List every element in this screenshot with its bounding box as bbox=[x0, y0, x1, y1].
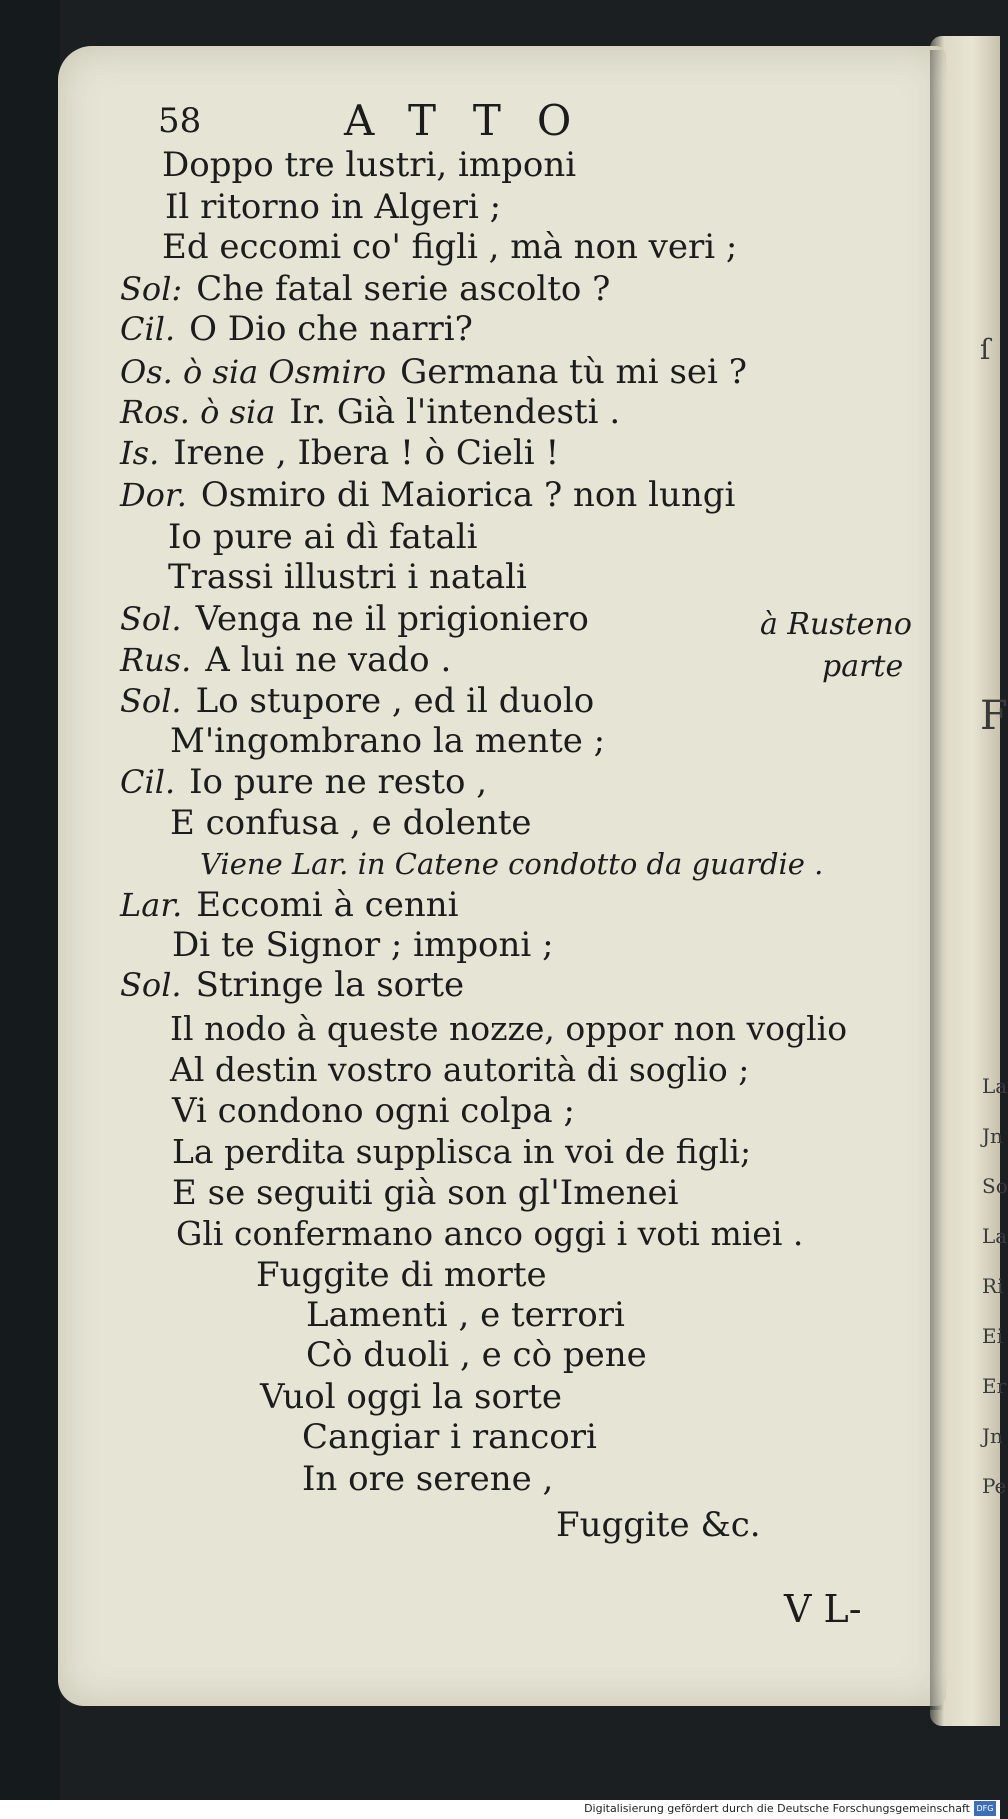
verse-line: Ed eccomi co' figli , mà non veri ; bbox=[162, 227, 738, 267]
verse-line: E confusa , e dolente bbox=[170, 803, 532, 843]
speaker-label: Rus. bbox=[120, 641, 192, 679]
stage-direction: parte bbox=[822, 649, 904, 684]
verse-line: Io pure ai dì fatali bbox=[168, 517, 478, 557]
bleed-glyph: Pe bbox=[982, 1474, 1007, 1498]
bleed-glyph: F bbox=[980, 693, 1008, 739]
speaker-label: Is. bbox=[120, 434, 160, 472]
verse-line: Gli confermano anco oggi i voti miei . bbox=[176, 1214, 804, 1253]
page-number: 58 bbox=[158, 101, 202, 141]
speaker-label: Ros. ò sia bbox=[120, 393, 276, 431]
verse-line: Doppo tre lustri, imponi bbox=[162, 145, 577, 185]
verse-line: Fuggite di morte bbox=[256, 1255, 547, 1295]
verse-line: Il nodo à queste nozze, oppor non voglio bbox=[170, 1009, 848, 1048]
verse-line: Al destin vostro autorità di soglio ; bbox=[170, 1050, 750, 1089]
stage-direction: Viene Lar. in Catene condotto da guardie . bbox=[200, 847, 824, 881]
bleed-glyph: Jn bbox=[982, 1424, 1003, 1448]
speaker-label: Dor. bbox=[120, 476, 187, 514]
speaker-label: Sol: bbox=[120, 270, 183, 308]
verse-line: Il ritorno in Algeri ; bbox=[165, 187, 502, 227]
verse-line: E se seguiti già son gl'Imenei bbox=[172, 1173, 679, 1213]
bleed-glyph: So bbox=[982, 1174, 1008, 1198]
bleed-glyph: La bbox=[982, 1224, 1008, 1248]
bleed-glyph: Ei bbox=[982, 1324, 1003, 1348]
verse-line: Sol. Lo stupore , ed il duolo bbox=[120, 681, 595, 721]
verse-line: Rus. A lui ne vado . bbox=[120, 640, 452, 680]
speaker-label: Os. ò sia Osmiro bbox=[120, 353, 387, 391]
verse-line: Cil. Io pure ne resto , bbox=[120, 762, 488, 802]
verse-line: M'ingombrano la mente ; bbox=[170, 721, 606, 761]
verse-line: Lar. Eccomi à cenni bbox=[120, 885, 459, 925]
verse-line: Lamenti , e terrori bbox=[306, 1295, 625, 1335]
verse-line: Os. ò sia Osmiro Germana tù mi sei ? bbox=[120, 352, 747, 392]
speaker-label: Sol. bbox=[120, 600, 182, 638]
dfg-logo: DFG bbox=[974, 1801, 996, 1816]
verse-line: Fuggite &c. bbox=[556, 1505, 761, 1545]
verse-line: In ore serene , bbox=[302, 1459, 554, 1499]
verse-line: Cò duoli , e cò pene bbox=[306, 1335, 647, 1375]
verse-line: Is. Irene , Ibera ! ò Cieli ! bbox=[120, 433, 560, 473]
bleed-glyph: Ri bbox=[982, 1274, 1004, 1298]
funding-credit: Digitalisierung gefördert durch die Deutsche Forschungsgemeinschaft bbox=[584, 1802, 970, 1815]
verse-line: Trassi illustri i natali bbox=[168, 557, 527, 597]
verse-line: Vuol oggi la sorte bbox=[260, 1377, 563, 1417]
bleed-glyph: La bbox=[982, 1074, 1008, 1098]
speaker-label: Sol. bbox=[120, 966, 182, 1004]
speaker-label: Cil. bbox=[120, 310, 176, 348]
bleed-glyph: Jn bbox=[982, 1124, 1003, 1148]
verse-line: La perdita supplisca in voi de figli; bbox=[172, 1132, 752, 1171]
verse-line: Sol. Stringe la sorte bbox=[120, 965, 465, 1005]
verse-line: Cil. O Dio che narri? bbox=[120, 309, 473, 349]
verse-line: Sol: Che fatal serie ascolto ? bbox=[120, 269, 611, 309]
verse-line: Dor. Osmiro di Maiorica ? non lungi bbox=[120, 475, 736, 515]
verse-line: Vi condono ogni colpa ; bbox=[172, 1091, 575, 1131]
verse-line: Ros. ò sia Ir. Già l'intendesti . bbox=[120, 392, 621, 432]
speaker-label: Sol. bbox=[120, 682, 182, 720]
catchword: V L- bbox=[784, 1587, 862, 1631]
verse-line: Sol. Venga ne il prigioniero bbox=[120, 599, 589, 639]
stage-direction: à Rusteno bbox=[760, 607, 912, 642]
page-gutter-shadow bbox=[930, 50, 944, 1710]
running-head: ATTO bbox=[344, 96, 608, 145]
bleed-glyph: ſ bbox=[980, 333, 991, 366]
verse-line: Di te Signor ; imponi ; bbox=[172, 925, 554, 965]
verse-line: Cangiar i rancori bbox=[302, 1417, 597, 1457]
speaker-label: Cil. bbox=[120, 763, 176, 801]
bleed-glyph: Er bbox=[982, 1374, 1007, 1398]
scan-background-left bbox=[0, 0, 60, 1819]
speaker-label: Lar. bbox=[120, 886, 183, 924]
